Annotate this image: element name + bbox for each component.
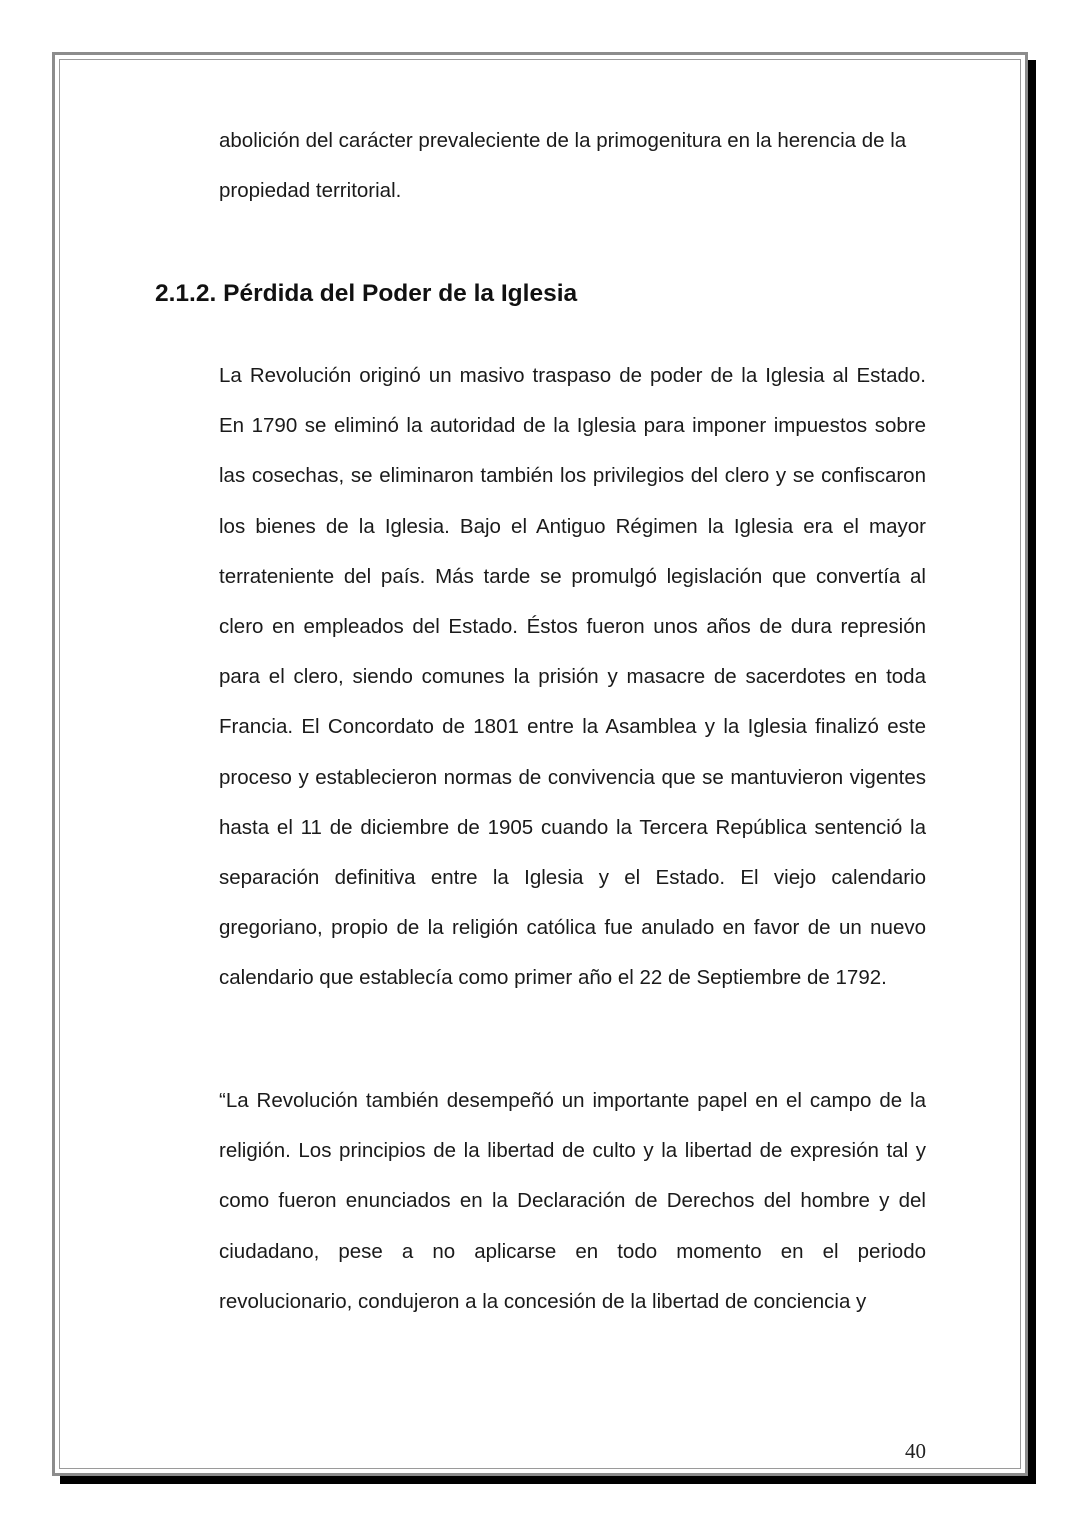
paragraph-2: “La Revolución también desempeñó un importante papel en el campo de la religión. Los principios de la libertad de culto y la libertad de expresión tal y como fueron enunciados en la Declaración de Derechos del hombre y del ciudadano, pese a no aplicarse en todo momento en el periodo revolucionario, condujeron a la concesión de la libertad de conciencia y <box>219 1089 926 1313</box>
quote-paragraph-block <box>219 1076 926 1327</box>
main-paragraph-block <box>219 351 926 1004</box>
intro-paragraph-block <box>219 116 926 216</box>
page-number: 40 <box>905 1439 926 1463</box>
intro-paragraph: abolición del carácter prevaleciente de la primogenitura en la herencia de la propiedad territorial. <box>219 129 907 203</box>
paragraph-1: La Revolución originó un masivo traspaso de poder de la Iglesia al Estado. En 1790 se eliminó la autoridad de la Iglesia para imponer impuestos sobre las cosechas, se eliminaron también los privilegios del clero y se confiscaron los bienes de la Iglesia. Bajo el Antiguo Régimen la Iglesia era el mayor terrateniente del país. Más tarde se promulgó legislación que convertía al clero en empleados del Estado. Éstos fueron unos años de dura represión para el clero, siendo comunes la prisión y masacre de sacerdotes en toda Francia. El Concordato de 1801 entre la Asamblea y la Iglesia finalizó este proceso y establecieron normas de convivencia que se mantuvieron vigentes hasta el 11 de diciembre de 1905 cuando la Tercera República sentenció la separación definitiva entre la Iglesia y el Estado. El viejo calendario gregoriano, propio de la religión católica fue anulado en favor de un nuevo calendario que establecía como primer año el 22 de Septiembre de 1792. <box>219 364 926 990</box>
section-heading: 2.1.2. Pérdida del Poder de la Iglesia <box>155 280 578 307</box>
